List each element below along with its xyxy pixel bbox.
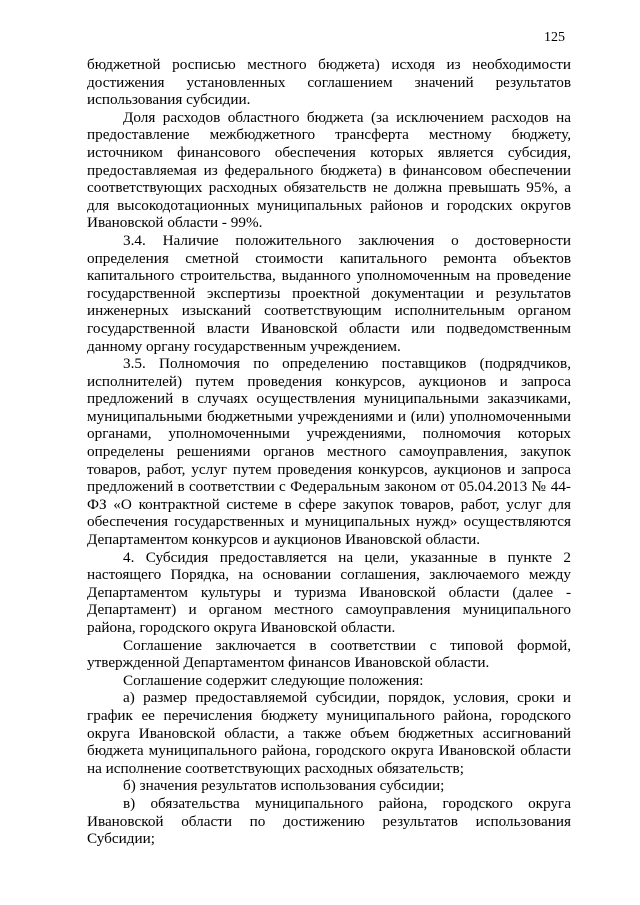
page-number: 125	[544, 30, 565, 45]
paragraph-budget-share: Доля расходов областного бюджета (за исключением расходов на предоставление межбюджетного трансферта местному бюджету, источником финансового обеспечения которых является субсидия, предоставляемая из федерального бюджета) в финансовом обеспечении соответствующих расходных обязательств не должна превышать 95%, а для высокодотационных муниципальных районов и городских округов Ивановской области - 99%.	[87, 108, 571, 232]
paragraph-item-a: а) размер предоставляемой субсидии, порядок, условия, сроки и график ее перечисления бюджету муниципального района, городского округа Ивановской области, а также объем бюджетных ассигнований бюджета муниципального района, городского округа Ивановской области на исполнение соответствующих расходных обязательств;	[87, 689, 571, 777]
paragraph-agreement-form: Соглашение заключается в соответствии с типовой формой, утвержденной Департаментом финансов Ивановской области.	[87, 636, 571, 672]
document-body	[87, 56, 571, 848]
paragraph-continuation: бюджетной росписью местного бюджета) исходя из необходимости достижения установленных соглашением значений результатов использования субсидии.	[87, 56, 571, 109]
paragraph-4: 4. Субсидия предоставляется на цели, указанные в пункте 2 настоящего Порядка, на основании соглашения, заключаемого между Департаментом культуры и туризма Ивановской области (далее - Департамент) и органом местного самоуправления муниципального района, городского округа Ивановской области.	[87, 548, 571, 636]
paragraph-item-v: в) обязательства муниципального района, городского округа Ивановской области по достижению результатов использования Субсидии;	[87, 794, 571, 848]
paragraph-3-4: 3.4. Наличие положительного заключения о достоверности определения сметной стоимости капитального ремонта объектов капитального строительства, выданного уполномоченным на проведение государственной экспертизы проектной документации и результатов инженерных изысканий соответствующим исполнительным органом государственной власти Ивановской области или подведомственным данному органу государственным учреждением.	[87, 231, 571, 355]
paragraph-3-5: 3.5. Полномочия по определению поставщиков (подрядчиков, исполнителей) путем проведения конкурсов, аукционов и запроса предложений в случаях осуществления муниципальными заказчиками, муниципальными бюджетными учреждениями и (или) уполномоченными органами, уполномоченными учреждениями, полномочия которых определены решениями органов местного самоуправления, закупок товаров, работ, услуг путем проведения конкурсов, аукционов и запроса предложений в соответствии с Федеральным законом от 05.04.2013 № 44-ФЗ «О контрактной системе в сфере закупок товаров, работ, услуг для обеспечения государственных и муниципальных нужд» осуществляются Департаментом конкурсов и аукционов Ивановской области.	[87, 355, 571, 549]
paragraph-item-b: б) значения результатов использования субсидии;	[123, 777, 445, 795]
paragraph-agreement-contents: Соглашение содержит следующие положения:	[123, 671, 424, 689]
